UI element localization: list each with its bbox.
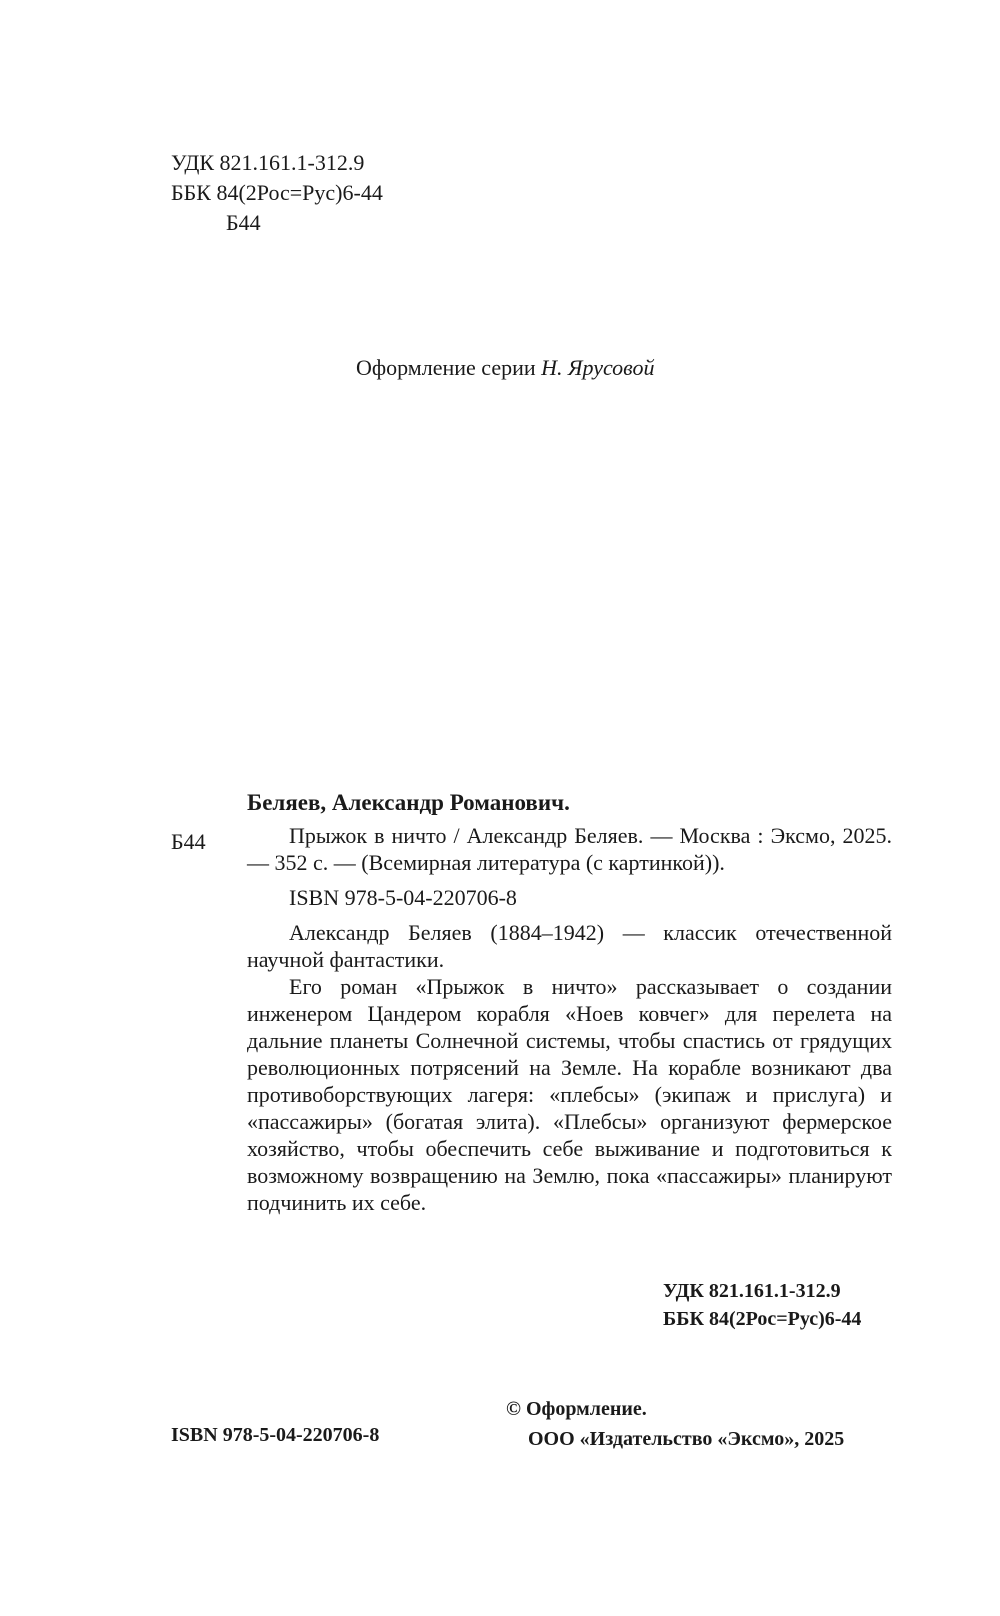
copyright-line-1: © Оформление. (506, 1398, 647, 1420)
annotation (247, 919, 892, 1216)
catalog-isbn: ISBN 978-5-04-220706-8 (289, 885, 517, 910)
author-mark: Б44 (226, 210, 261, 235)
catalog-record (247, 789, 892, 1216)
annotation-paragraph: Александр Беляев (1884–1942) — классик отечественной научной фантастики. (247, 920, 892, 972)
udk-code: УДК 821.161.1-312.9 (171, 150, 365, 175)
catalog-author: Беляев, Александр Романович. (247, 790, 570, 815)
bottom-bbk-code: ББК 84(2Рос=Рус)6-44 (663, 1308, 862, 1330)
series-design-prefix: Оформление серии (356, 355, 536, 380)
bbk-code: ББК 84(2Рос=Рус)6-44 (171, 180, 383, 205)
copyright (506, 1394, 844, 1454)
top-classification-codes (171, 148, 383, 238)
copyright-line-2: ООО «Издательство «Эксмо», 2025 (528, 1428, 845, 1450)
bottom-udk-code: УДК 821.161.1-312.9 (663, 1280, 841, 1302)
bottom-classification-codes (663, 1277, 861, 1333)
series-design-credit (356, 355, 654, 381)
catalog-author-mark: Б44 (171, 829, 206, 854)
annotation-paragraph: Его роман «Прыжок в ничто» рассказывает о создании инженером Цандером корабля «Ноев ковчег» для перелета на дальние планеты Солнечной системы, чтобы спастись от грядущих революционных потрясений на Земле. На корабле возникают два противоборствующих лагеря: «плебсы» (экипаж и прислуга) и «пассажиры» (богатая элита). «Плебсы» организуют фермерское хозяйство, чтобы обеспечить себе выживание и подготовиться к возможному возвращению на Землю, пока «пассажиры» планируют подчинить их себе. (247, 974, 892, 1215)
catalog-description: Прыжок в ничто / Александр Беляев. — Москва : Эксмо, 2025. — 352 с. — (Всемирная литература (с картинкой)). (247, 823, 892, 875)
footer-isbn: ISBN 978-5-04-220706-8 (171, 1424, 380, 1446)
series-designer-name: Н. Ярусовой (541, 355, 655, 380)
